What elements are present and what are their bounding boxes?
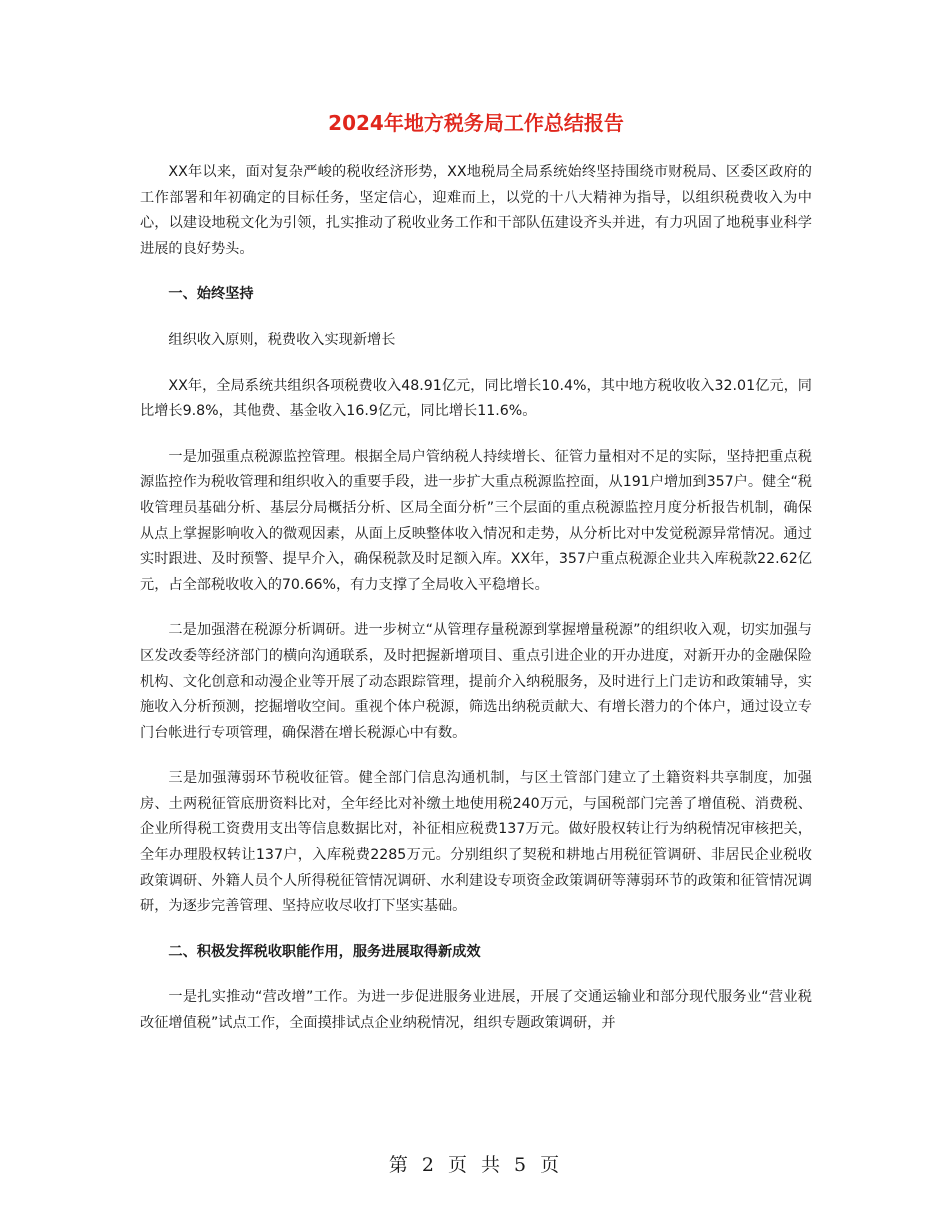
page-number-footer: 第 2 页 共 5 页	[388, 1154, 562, 1176]
point-two-paragraph: 二是加强潜在税源分析调研。进一步树立“从管理存量税源到掌握增量税源”的组织收入观，切实加强与区发改委等经济部门的横向沟通联系，及时把握新增项目、重点引进企业的开办进度，对新开办的金融保险机构、文化创意和动漫企业等开展了动态跟踪管理，提前介入纳税服务，及时进行上门走访和政策辅导，实施收入分析预测，挖掘增收空间。重视个体户税源，筛选出纳税贡献大、有增长潜力的个体户，通过设立专门台帐进行专项管理，确保潜在增长税源心中有数。	[140, 622, 812, 741]
revenue-paragraph: XX年，全局系统共组织各项税费收入48.91亿元，同比增长10.4%，其中地方税收收入32.01亿元，同比增长9.8%，其他费、基金收入16.9亿元，同比增长11.6%。	[140, 377, 812, 420]
intro-paragraph: XX年以来，面对复杂严峻的税收经济形势，XX地税局全局系统始终坚持围绕市财税局、区委区政府的工作部署和年初确定的目标任务，坚定信心，迎难而上，以党的十八大精神为指导，以组织税费收入为中心，以建设地税文化为引领，扎实推动了税收业务工作和干部队伍建设齐头并进，有力巩固了地税事业科学进展的良好势头。	[140, 164, 812, 257]
section-heading-2: 二、积极发挥税收职能作用，服务进展取得新成效	[168, 943, 481, 960]
point-one-paragraph: 一是加强重点税源监控管理。根据全局户管纳税人持续增长、征管力量相对不足的实际，坚持把重点税源监控作为税收管理和组织收入的重要手段，进一步扩大重点税源监控面，从191户增加到357户。健全“税收管理员基础分析、基层分局概括分析、区局全面分析”三个层面的重点税源监控月度分析报告机制，确保从点上掌握影响收入的微观因素，从面上反映整体收入情况和走势，从分析比对中发觉税源异常情况。通过实时跟进、及时预警、提早介入，确保税款及时足额入库。XX年，357户重点税源企业共入库税款22.62亿元，占全部税收收入的70.66%，有力支撑了全局收入平稳增长。	[140, 448, 812, 593]
point-three-paragraph: 三是加强薄弱环节税收征管。健全部门信息沟通机制，与区土管部门建立了土籍资料共享制度，加强房、土两税征管底册资料比对，全年经比对补缴土地使用税240万元，与国税部门完善了增值税、消费税、企业所得税工资费用支出等信息数据比对，补征相应税费137万元。做好股权转让行为纳税情况审核把关，全年办理股权转让137户，入库税费2285万元。分别组织了契税和耕地占用税征管调研、非居民企业税收政策调研、外籍人员个人所得税征管情况调研、水利建设专项资金政策调研等薄弱环节的政策和征管情况调研，为逐步完善管理、坚持应收尽收打下坚实基础。	[140, 770, 812, 915]
subheading-paragraph: 组织收入原则，税费收入实现新增长	[168, 331, 396, 348]
section-heading-1: 一、始终坚持	[168, 286, 254, 303]
document-body	[140, 108, 812, 1037]
vat-reform-paragraph: 一是扎实推动“营改增”工作。为进一步促进服务业进展，开展了交通运输业和部分现代服务业“营业税改征增值税”试点工作，全面摸排试点企业纳税情况，组织专题政策调研，并	[140, 989, 812, 1032]
document-title: 2024年地方税务局工作总结报告	[328, 111, 624, 135]
